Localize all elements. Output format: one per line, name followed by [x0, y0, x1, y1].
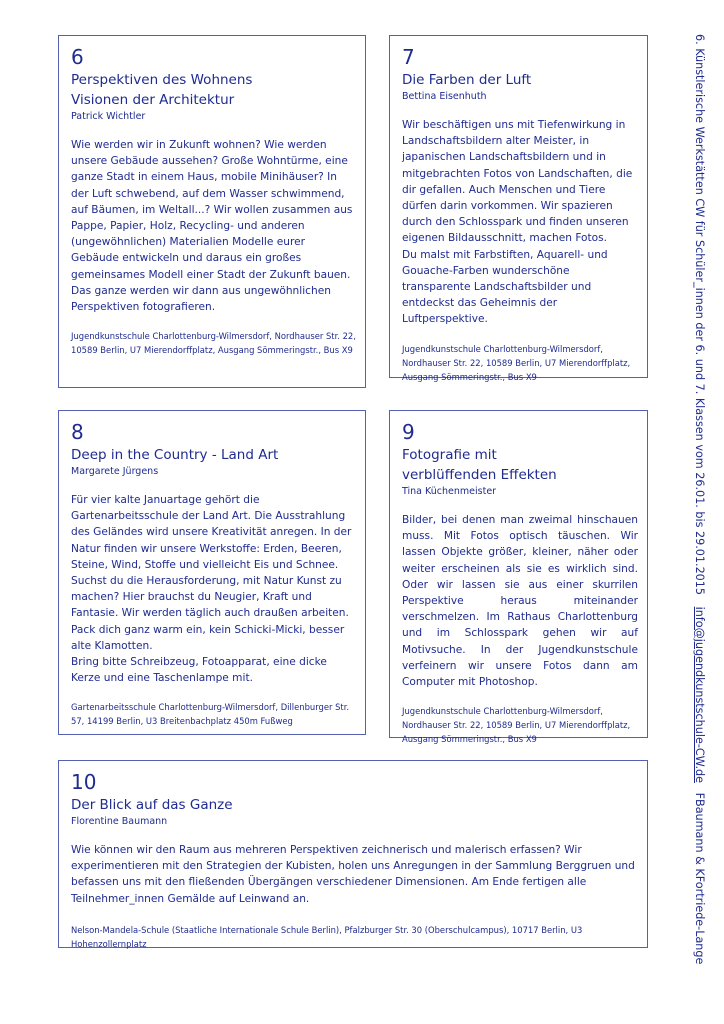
workshop-title — [71, 445, 356, 465]
workshop-title-line: verblüffenden Effekten — [402, 467, 557, 483]
workshop-title-line: Deep in the Country - Land Art — [71, 447, 279, 463]
workshop-author: Margarete Jürgens — [71, 466, 159, 477]
workshop-card-8 — [58, 410, 366, 735]
workshop-description: Bilder, bei denen man zweimal hinschauen muss. Mit Fotos optisch täuschen. Wir lassen Objekte größer, kleiner, näher oder weiter erscheinen als sie es wirklich sind. Oder wir lassen sie aus einer skurrilen Perspektive heraus miteinander verschmelzen. Im Rathaus Charlottenburg und im Schlosspark gehen wir auf Motivsuche. In der Jugendkunstschule verfeinern wir unsere Fotos dann am Computer mit Photoshop. — [402, 514, 638, 689]
sidebar-text — [690, 34, 708, 965]
workshop-author: Patrick Wichtler — [71, 111, 146, 122]
workshop-number: 8 — [71, 420, 84, 444]
workshop-address: Jugendkunstschule Charlottenburg-Wilmersdorf, Nordhauser Str. 22, 10589 Berlin, U7 Mierendorffplatz, Ausgang Sömmeringstr., Bus X9 — [402, 706, 631, 745]
workshop-card-10 — [58, 760, 648, 948]
workshop-title — [71, 70, 356, 110]
workshop-description — [71, 492, 356, 686]
workshop-card-6 — [58, 35, 366, 388]
description-paragraph: Du malst mit Farbstiften, Aquarell- und Gouache-Farben wunderschöne transparente Landschaftsbilder und entdeckst das Geheimnis der Luftperspektive. — [402, 248, 608, 326]
workshop-number: 10 — [71, 770, 97, 794]
sidebar-credits: FBaumann & KFortriede-Lange — [693, 792, 706, 965]
workshop-title — [71, 795, 638, 815]
workshop-number: 9 — [402, 420, 415, 444]
workshop-card-9 — [389, 410, 648, 745]
workshop-description — [402, 117, 638, 328]
workshop-title-line: Fotografie mit — [402, 447, 497, 463]
workshop-description: Wie können wir den Raum aus mehreren Perspektiven zeichnerisch und malerisch erfassen? Wir experimentieren mit den Strategien der Kubisten, holen uns Anregungen in der Sammlung Berggruen und befassen uns mit den fließenden Übergängen verschiedener Dimensionen. Am Ende fertigen alle Teilnehmer_innen Gemälde auf Leinwand an. — [71, 844, 635, 905]
workshop-number: 7 — [402, 45, 415, 69]
workshop-number: 6 — [71, 45, 84, 69]
workshop-author: Tina Küchenmeister — [402, 486, 497, 497]
workshop-address: Jugendkunstschule Charlottenburg-Wilmersdorf, Nordhauser Str. 22, 10589 Berlin, U7 Mierendorffplatz, Ausgang Sömmeringstr., Bus X9 — [71, 331, 356, 356]
workshop-title-line: Die Farben der Luft — [402, 72, 532, 88]
description-paragraph: Wir beschäftigen uns mit Tiefenwirkung in Landschaftsbildern alter Meister, in japanischen Landschaftsbildern und in mitgebrachten Fotos von Landschaften, die dir gefallen. Auch Menschen und Tiere dürfen darin vorkommen. Wir spazieren durch den Schlosspark und finden unseren eigenen Bildausschnitt, machen Fotos. — [402, 119, 633, 245]
workshop-title — [402, 70, 638, 90]
vertical-sidebar — [690, 34, 708, 965]
workshop-address: Jugendkunstschule Charlottenburg-Wilmersdorf, Nordhauser Str. 22, 10589 Berlin, U7 Mierendorffplatz, Ausgang Sömmeringstr., Bus X9 — [402, 343, 631, 382]
workshop-title-line: Visionen der Architektur — [71, 92, 235, 108]
workshop-title-line: Der Blick auf das Ganze — [71, 797, 233, 813]
workshop-address: Gartenarbeitsschule Charlottenburg-Wilmersdorf, Dillenburger Str. 57, 14199 Berlin, U3 Breitenbachplatz 450m Fußweg — [71, 702, 350, 727]
description-paragraph: Bring bitte Schreibzeug, Fotoapparat, eine dicke Kerze und eine Taschenlampe mit. — [71, 656, 327, 685]
workshop-title — [402, 445, 638, 485]
description-paragraph: Für vier kalte Januartage gehört die Gartenarbeitsschule der Land Art. Die Ausstrahlung des Geländes wird unsere Kreativität anregen. In der Natur finden wir unsere Werkstoffe: Erden, Beeren, Steine, Wind, Stoffe und vielleicht Eis und Schnee. Suchst du die Herausforderung, mit Natur Kunst zu machen? Hier brauchst du Neugier, Kraft und Fantasie. Wir werden täglich auch draußen arbeiten. Pack dich ganz warm ein, kein Schicki-Micki, besser alte Klamotten. — [71, 494, 352, 652]
workshop-address: Nelson-Mandela-Schule (Staatliche Internationale Schule Berlin), Pfalzburger Str. 30 (Oberschulcampus), 10717 Berlin, U3 Hohenzollernplatz — [71, 924, 583, 949]
workshop-author: Florentine Baumann — [71, 816, 168, 827]
email-link[interactable]: info@jugendkunstschule-CW.de — [693, 606, 706, 784]
sidebar-heading: 6. Künstlerische Werkstätten CW für Schüler_innen der 6. und 7. Klassen vom 26.01. bis 29.01.2015 — [693, 34, 706, 596]
workshop-description: Wie werden wir in Zukunft wohnen? Wie werden unsere Gebäude aussehen? Große Wohntürme, eine ganze Stadt in einem Haus, mobile Minihäuser? In der Luft schwebend, auf dem Wasser schwimmend, auf Bäumen, im Weltall...? Wir wollen zusammen aus Pappe, Papier, Holz, Recycling- und anderen (ungewöhnlichen) Materialien Modelle eurer Gebäude entwickeln und daraus ein großes gemeinsames Modell einer Stadt der Zukunft bauen. Das ganze werden wir dann aus ungewöhnlichen Perspektiven fotografieren. — [71, 139, 353, 314]
workshop-card-7 — [389, 35, 648, 382]
workshop-author: Bettina Eisenhuth — [402, 91, 487, 102]
workshop-title-line: Perspektiven des Wohnens — [71, 72, 253, 88]
